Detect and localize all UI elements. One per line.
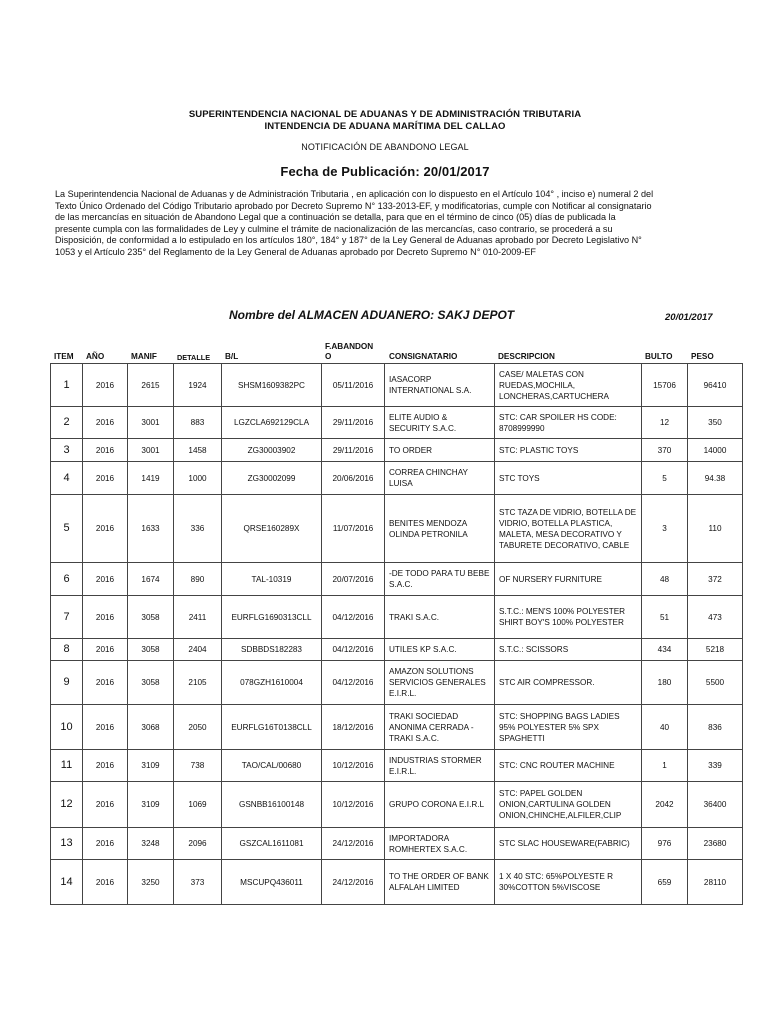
item-number: 10 bbox=[51, 705, 83, 750]
bl-cell: GSNBB16100148 bbox=[222, 782, 322, 828]
manifest-cell: 3068 bbox=[128, 705, 174, 750]
weight-cell: 339 bbox=[688, 750, 743, 782]
item-number: 2 bbox=[51, 407, 83, 439]
table-row bbox=[51, 860, 743, 905]
year-cell: 2016 bbox=[83, 439, 128, 462]
abandon-date-cell: 18/12/2016 bbox=[322, 705, 385, 750]
consignee-cell: TO ORDER bbox=[385, 439, 495, 462]
item-number: 14 bbox=[51, 860, 83, 905]
detail-cell: 1924 bbox=[174, 364, 222, 407]
abandon-date-cell: 11/07/2016 bbox=[322, 495, 385, 563]
abandon-date-cell: 29/11/2016 bbox=[322, 439, 385, 462]
weight-cell: 5500 bbox=[688, 661, 743, 705]
table-row bbox=[51, 407, 743, 439]
year-cell: 2016 bbox=[83, 407, 128, 439]
col-header-fabandono-1: F.ABANDON bbox=[325, 342, 374, 351]
intro-paragraph bbox=[55, 189, 743, 259]
consignee-cell: TO THE ORDER OF BANK ALFALAH LIMITED bbox=[385, 860, 495, 905]
consignee-cell: TRAKI S.A.C. bbox=[385, 596, 495, 639]
table-row bbox=[51, 750, 743, 782]
warehouse-date: 20/01/2017 bbox=[665, 312, 713, 323]
table-row bbox=[51, 639, 743, 661]
manifest-cell: 1633 bbox=[128, 495, 174, 563]
year-cell: 2016 bbox=[83, 705, 128, 750]
description-cell: STC: CNC ROUTER MACHINE bbox=[495, 750, 642, 782]
item-number: 8 bbox=[51, 639, 83, 661]
year-cell: 2016 bbox=[83, 782, 128, 828]
detail-cell: 373 bbox=[174, 860, 222, 905]
detail-cell: 738 bbox=[174, 750, 222, 782]
packages-cell: 180 bbox=[642, 661, 688, 705]
manifest-cell: 1419 bbox=[128, 462, 174, 495]
weight-cell: 14000 bbox=[688, 439, 743, 462]
bl-cell: TAL-10319 bbox=[222, 563, 322, 596]
abandon-date-cell: 24/12/2016 bbox=[322, 860, 385, 905]
description-cell: STC SLAC HOUSEWARE(FABRIC) bbox=[495, 828, 642, 860]
intro-line: Texto Único Ordenado del Código Tributario aprobado por Decreto Supremo N° 133-2013-EF, y modificatorias, cumple con Notificar al consignatario bbox=[55, 200, 652, 211]
consignee-cell: INDUSTRIAS STORMER E.I.R.L. bbox=[385, 750, 495, 782]
detail-cell: 883 bbox=[174, 407, 222, 439]
consignee-cell: GRUPO CORONA E.I.R.L bbox=[385, 782, 495, 828]
packages-cell: 1 bbox=[642, 750, 688, 782]
detail-cell: 1458 bbox=[174, 439, 222, 462]
bl-cell: EURFLG16T0138CLL bbox=[222, 705, 322, 750]
table-row bbox=[51, 439, 743, 462]
bl-cell: 078GZH1610004 bbox=[222, 661, 322, 705]
abandon-date-cell: 04/12/2016 bbox=[322, 596, 385, 639]
weight-cell: 110 bbox=[688, 495, 743, 563]
detail-cell: 1069 bbox=[174, 782, 222, 828]
year-cell: 2016 bbox=[83, 750, 128, 782]
warehouse-name: Nombre del ALMACEN ADUANERO: SAKJ DEPOT bbox=[229, 308, 515, 322]
intro-line: de las mercancías en situación de Abandono Legal que a continuación se detalla, para que en el término de cinco (05) días de publicada la bbox=[55, 212, 616, 223]
description-cell: STC: SHOPPING BAGS LADIES 95% POLYESTER 5% SPX SPAGHETTI bbox=[495, 705, 642, 750]
weight-cell: 372 bbox=[688, 563, 743, 596]
weight-cell: 36400 bbox=[688, 782, 743, 828]
abandon-date-cell: 04/12/2016 bbox=[322, 661, 385, 705]
detail-cell: 2404 bbox=[174, 639, 222, 661]
manifest-cell: 3248 bbox=[128, 828, 174, 860]
description-cell: STC: PAPEL GOLDEN ONION,CARTULINA GOLDEN ONION,CHINCHE,ALFILER,CLIP bbox=[495, 782, 642, 828]
packages-cell: 51 bbox=[642, 596, 688, 639]
intro-line: 1053 y el Artículo 235° del Reglamento de la Ley General de Aduanas aprobado por Decreto Supremo N° 010-2009-EF bbox=[55, 246, 536, 257]
year-cell: 2016 bbox=[83, 661, 128, 705]
abandon-date-cell: 10/12/2016 bbox=[322, 782, 385, 828]
intro-line: Disposición, de conformidad a lo estipulado en los artículos 180°, 184° y 187° de la Ley General de Aduanas aprobado por Decreto Legislativo N° bbox=[55, 235, 642, 246]
packages-cell: 40 bbox=[642, 705, 688, 750]
bl-cell: LGZCLA692129CLA bbox=[222, 407, 322, 439]
col-header-item: ITEM bbox=[54, 352, 74, 361]
detail-cell: 1000 bbox=[174, 462, 222, 495]
description-cell: STC TAZA DE VIDRIO, BOTELLA DE VIDRIO, BOTELLA PLASTICA, MALETA, MESA DECORATIVO Y TABURETE DECORATIVO, CABLE bbox=[495, 495, 642, 563]
manifest-cell: 3001 bbox=[128, 407, 174, 439]
packages-cell: 976 bbox=[642, 828, 688, 860]
bl-cell: SHSM1609382PC bbox=[222, 364, 322, 407]
abandono-table bbox=[50, 363, 743, 905]
weight-cell: 23680 bbox=[688, 828, 743, 860]
item-number: 6 bbox=[51, 563, 83, 596]
manifest-cell: 1674 bbox=[128, 563, 174, 596]
description-cell: S.T.C.: SCISSORS bbox=[495, 639, 642, 661]
notice-title: NOTIFICACIÓN DE ABANDONO LEGAL bbox=[301, 142, 469, 152]
abandon-date-cell: 20/06/2016 bbox=[322, 462, 385, 495]
bl-cell: ZG30002099 bbox=[222, 462, 322, 495]
consignee-cell: AMAZON SOLUTIONS SERVICIOS GENERALES E.I.R.L. bbox=[385, 661, 495, 705]
consignee-cell: CORREA CHINCHAY LUISA bbox=[385, 462, 495, 495]
consignee-cell: IMPORTADORA ROMHERTEX S.A.C. bbox=[385, 828, 495, 860]
description-cell: 1 X 40 STC: 65%POLYESTE R 30%COTTON 5%VISCOSE bbox=[495, 860, 642, 905]
detail-cell: 890 bbox=[174, 563, 222, 596]
packages-cell: 5 bbox=[642, 462, 688, 495]
bl-cell: QRSE160289X bbox=[222, 495, 322, 563]
year-cell: 2016 bbox=[83, 364, 128, 407]
item-number: 4 bbox=[51, 462, 83, 495]
col-header-fabandono-2: O bbox=[325, 352, 332, 361]
col-header-detalle: DETALLE bbox=[177, 353, 211, 362]
publication-date: Fecha de Publicación: 20/01/2017 bbox=[280, 164, 490, 179]
weight-cell: 350 bbox=[688, 407, 743, 439]
item-number: 1 bbox=[51, 364, 83, 407]
packages-cell: 370 bbox=[642, 439, 688, 462]
year-cell: 2016 bbox=[83, 639, 128, 661]
manifest-cell: 3109 bbox=[128, 750, 174, 782]
col-header-manif: MANIF bbox=[131, 352, 157, 361]
col-header-peso: PESO bbox=[691, 352, 714, 361]
table-row bbox=[51, 661, 743, 705]
abandon-date-cell: 04/12/2016 bbox=[322, 639, 385, 661]
weight-cell: 96410 bbox=[688, 364, 743, 407]
col-header-bl: B/L bbox=[225, 352, 239, 361]
packages-cell: 15706 bbox=[642, 364, 688, 407]
col-header-consignatario: CONSIGNATARIO bbox=[389, 352, 458, 361]
detail-cell: 2411 bbox=[174, 596, 222, 639]
manifest-cell: 3058 bbox=[128, 596, 174, 639]
description-cell: STC TOYS bbox=[495, 462, 642, 495]
packages-cell: 434 bbox=[642, 639, 688, 661]
consignee-cell: -DE TODO PARA TU BEBE S.A.C. bbox=[385, 563, 495, 596]
bl-cell: SDBBDS182283 bbox=[222, 639, 322, 661]
bl-cell: GSZCAL1611081 bbox=[222, 828, 322, 860]
abandon-date-cell: 29/11/2016 bbox=[322, 407, 385, 439]
intro-line: presente cumpla con las formalidades de Ley y culmine el trámite de nacionalización de las mercancías, caso contrario, se procederá a su bbox=[55, 223, 613, 234]
abandon-date-cell: 10/12/2016 bbox=[322, 750, 385, 782]
description-cell: STC AIR COMPRESSOR. bbox=[495, 661, 642, 705]
table-row bbox=[51, 596, 743, 639]
weight-cell: 836 bbox=[688, 705, 743, 750]
item-number: 11 bbox=[51, 750, 83, 782]
year-cell: 2016 bbox=[83, 828, 128, 860]
detail-cell: 336 bbox=[174, 495, 222, 563]
agency-subtitle: INTENDENCIA DE ADUANA MARÍTIMA DEL CALLAO bbox=[264, 121, 506, 132]
year-cell: 2016 bbox=[83, 860, 128, 905]
detail-cell: 2050 bbox=[174, 705, 222, 750]
manifest-cell: 3058 bbox=[128, 639, 174, 661]
item-number: 9 bbox=[51, 661, 83, 705]
consignee-cell: UTILES KP S.A.C. bbox=[385, 639, 495, 661]
table-row bbox=[51, 364, 743, 407]
manifest-cell: 3109 bbox=[128, 782, 174, 828]
abandon-date-cell: 05/11/2016 bbox=[322, 364, 385, 407]
detail-cell: 2105 bbox=[174, 661, 222, 705]
item-number: 7 bbox=[51, 596, 83, 639]
table-row bbox=[51, 828, 743, 860]
item-number: 13 bbox=[51, 828, 83, 860]
year-cell: 2016 bbox=[83, 495, 128, 563]
weight-cell: 5218 bbox=[688, 639, 743, 661]
packages-cell: 12 bbox=[642, 407, 688, 439]
packages-cell: 48 bbox=[642, 563, 688, 596]
abandon-date-cell: 24/12/2016 bbox=[322, 828, 385, 860]
table-row bbox=[51, 462, 743, 495]
manifest-cell: 3058 bbox=[128, 661, 174, 705]
weight-cell: 473 bbox=[688, 596, 743, 639]
item-number: 12 bbox=[51, 782, 83, 828]
col-header-anio: AÑO bbox=[86, 352, 105, 361]
abandon-date-cell: 20/07/2016 bbox=[322, 563, 385, 596]
col-header-bulto: BULTO bbox=[645, 352, 673, 361]
packages-cell: 2042 bbox=[642, 782, 688, 828]
description-cell: S.T.C.: MEN'S 100% POLYESTER SHIRT BOY'S 100% POLYESTER bbox=[495, 596, 642, 639]
table-row bbox=[51, 705, 743, 750]
consignee-cell: ELITE AUDIO & SECURITY S.A.C. bbox=[385, 407, 495, 439]
manifest-cell: 3001 bbox=[128, 439, 174, 462]
packages-cell: 3 bbox=[642, 495, 688, 563]
item-number: 3 bbox=[51, 439, 83, 462]
consignee-cell: BENITES MENDOZA OLINDA PETRONILA bbox=[385, 495, 495, 563]
agency-name: SUPERINTENDENCIA NACIONAL DE ADUANAS Y DE ADMINISTRACIÓN TRIBUTARIA bbox=[188, 109, 582, 120]
bl-cell: TAO/CAL/00680 bbox=[222, 750, 322, 782]
table-row bbox=[51, 782, 743, 828]
description-cell: STC: PLASTIC TOYS bbox=[495, 439, 642, 462]
description-cell: OF NURSERY FURNITURE bbox=[495, 563, 642, 596]
weight-cell: 94.38 bbox=[688, 462, 743, 495]
consignee-cell: TRAKI SOCIEDAD ANONIMA CERRADA - TRAKI S.A.C. bbox=[385, 705, 495, 750]
year-cell: 2016 bbox=[83, 563, 128, 596]
description-cell: CASE/ MALETAS CON RUEDAS,MOCHILA, LONCHERAS,CARTUCHERA bbox=[495, 364, 642, 407]
bl-cell: EURFLG1690313CLL bbox=[222, 596, 322, 639]
year-cell: 2016 bbox=[83, 462, 128, 495]
bl-cell: MSCUPQ436011 bbox=[222, 860, 322, 905]
bl-cell: ZG30003902 bbox=[222, 439, 322, 462]
weight-cell: 28110 bbox=[688, 860, 743, 905]
manifest-cell: 2615 bbox=[128, 364, 174, 407]
packages-cell: 659 bbox=[642, 860, 688, 905]
col-header-descripcion: DESCRIPCION bbox=[498, 352, 555, 361]
description-cell: STC: CAR SPOILER HS CODE: 8708999990 bbox=[495, 407, 642, 439]
manifest-cell: 3250 bbox=[128, 860, 174, 905]
intro-line: La Superintendencia Nacional de Aduanas y de Administración Tributaria , en aplicación con lo dispuesto en el Artículo 104° , inciso e) numeral 2 del bbox=[55, 189, 654, 199]
detail-cell: 2096 bbox=[174, 828, 222, 860]
consignee-cell: IASACORP INTERNATIONAL S.A. bbox=[385, 364, 495, 407]
year-cell: 2016 bbox=[83, 596, 128, 639]
table-row bbox=[51, 495, 743, 563]
table-row bbox=[51, 563, 743, 596]
item-number: 5 bbox=[51, 495, 83, 563]
